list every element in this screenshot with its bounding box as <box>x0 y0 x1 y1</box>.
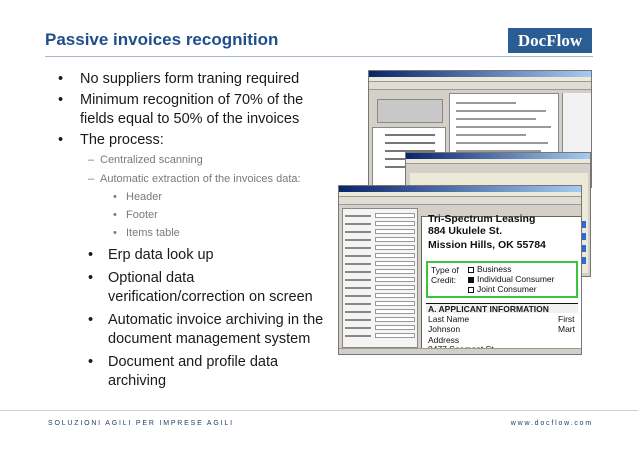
slide-title: Passive invoices recognition <box>45 30 279 49</box>
bullet-item: • Minimum recognition of 70% of the fields equal to 50% of the invoices <box>58 91 328 129</box>
validation-window-screenshot <box>338 185 582 355</box>
field-form <box>342 208 418 348</box>
process-bullet-item: • Optional data verification/correction on screen <box>58 269 328 307</box>
subsub-bullet-item: • Header <box>58 189 328 206</box>
process-bullet-item: • Document and profile data archiving <box>58 353 328 391</box>
applicant-section-header: A. APPLICANT INFORMATION <box>426 303 578 313</box>
process-bullet-item: • Erp data look up <box>58 246 328 265</box>
bullet-item: • No suppliers form traning required <box>58 70 328 89</box>
recognized-field-highlight: Type of Credit: Business Individual Consumer Joint Consumer <box>426 261 578 298</box>
footer-website: www.docflow.com <box>510 420 593 427</box>
subsub-bullet-item: • Items table <box>58 225 328 242</box>
street-address: 884 Ukulele St. <box>428 225 503 237</box>
docflow-logo: DocFlow <box>508 28 592 53</box>
footer-divider <box>0 410 638 411</box>
company-name: Tri-Spectrum Leasing <box>428 213 536 225</box>
subsub-bullet-item: • Footer <box>58 207 328 224</box>
status-bar <box>339 348 581 354</box>
sub-bullet-item: – Centralized scanning <box>58 152 328 169</box>
bullet-list <box>58 70 328 391</box>
document-viewer: Tri-Spectrum Leasing 884 Ukulele St. Mission Hills, OK 55784 Type of Credit: Business Individual Consumer Joint Consumer A. APPLICANT INFORMATION Last Name First Johnson Mart Address <box>421 216 582 351</box>
title-divider <box>45 56 593 57</box>
sub-bullet-item: – Automatic extraction of the invoices data: <box>58 171 328 188</box>
processing-buttons <box>377 99 443 123</box>
process-bullet-item: • Automatic invoice archiving in the document management system <box>58 311 328 349</box>
bullet-item: • The process: <box>58 131 328 150</box>
city-line: Mission Hills, OK 55784 <box>428 239 546 251</box>
footer-tagline: SOLUZIONI AGILI PER IMPRESE AGILI <box>48 420 234 427</box>
